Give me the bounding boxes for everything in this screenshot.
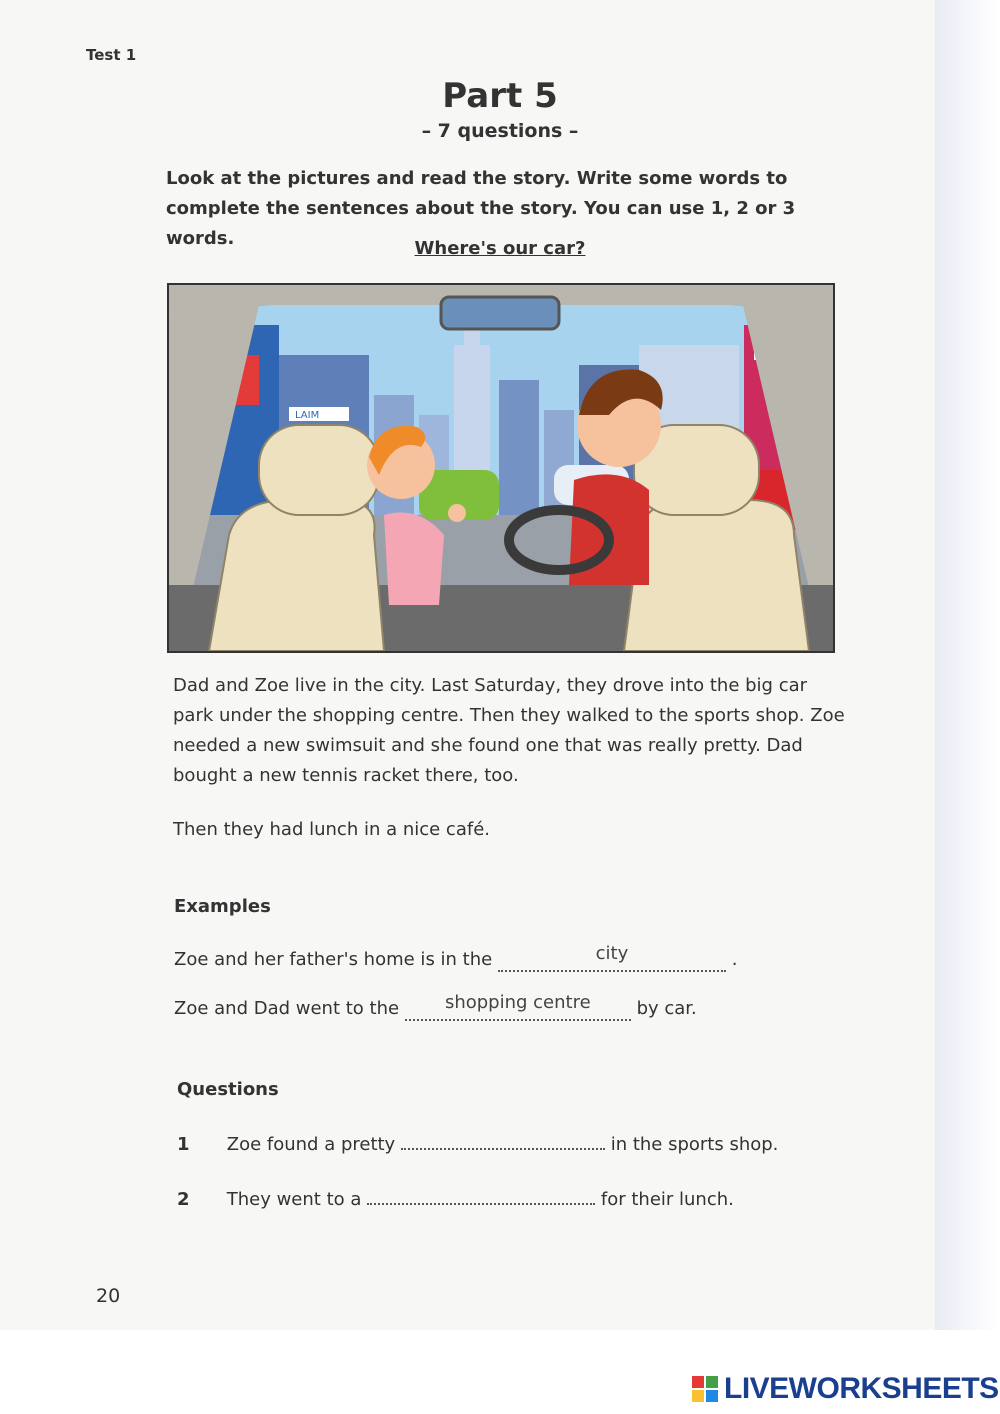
question-text-before: Zoe found a pretty [226, 1134, 396, 1155]
story-text [173, 671, 853, 869]
liveworksheets-brand[interactable] [690, 1372, 999, 1406]
example-answer-blank [498, 943, 726, 972]
test-label: Test 1 [86, 46, 137, 64]
instruction-line: Look at the pictures and read the story. Write some words to [166, 168, 788, 189]
instruction-line: complete the sentences about the story. You can use 1, 2 or 3 words. [166, 198, 796, 249]
page-number: 20 [96, 1285, 121, 1307]
brand-name: LIVEWORKSHEETS [724, 1372, 999, 1405]
example-answer: shopping centre [444, 992, 591, 1013]
question-row [177, 1189, 734, 1210]
left-seat [209, 500, 384, 651]
story-paragraph: Dad and Zoe live in the city. Last Saturday, they drove into the big car park under the shopping centre. Then they walked to the sports shop. Zoe needed a new swimsuit and she found one that was really pretty. Dad bought a new tennis racket there, too. [173, 675, 845, 786]
question-text-before: They went to a [226, 1189, 362, 1210]
question-row [177, 1134, 778, 1155]
liveworksheets-logo-icon [690, 1374, 720, 1404]
page-edge [935, 0, 1000, 1330]
question-number: 2 [177, 1189, 190, 1210]
car-interior-illustration [169, 285, 833, 651]
answer-input[interactable] [367, 1203, 595, 1205]
example-text-after: by car. [636, 998, 697, 1019]
question-text-after: in the sports shop. [610, 1134, 779, 1155]
example-answer-blank [405, 992, 631, 1021]
example-row [174, 943, 738, 972]
left-headrest [259, 425, 379, 515]
story-title: Where's our car? [414, 238, 586, 259]
rearview-mirror [441, 297, 559, 329]
example-text-before: Zoe and Dad went to the [174, 998, 400, 1019]
example-answer: city [595, 943, 629, 964]
right-seat [624, 500, 809, 651]
store-sign: LAIM [295, 410, 320, 421]
part-subtitle: – 7 questions – [421, 120, 579, 142]
question-text-after: for their lunch. [600, 1189, 734, 1210]
example-text-before: Zoe and her father's home is in the [174, 949, 493, 970]
example-text-after: . [731, 949, 738, 970]
part-title: Part 5 [442, 76, 558, 116]
story-paragraph: Then they had lunch in a nice café. [173, 819, 490, 840]
question-number: 1 [177, 1134, 190, 1155]
story-picture [167, 283, 835, 653]
answer-input[interactable] [401, 1148, 605, 1150]
examples-heading: Examples [174, 896, 271, 917]
questions-heading: Questions [177, 1079, 279, 1100]
example-row [174, 992, 697, 1021]
